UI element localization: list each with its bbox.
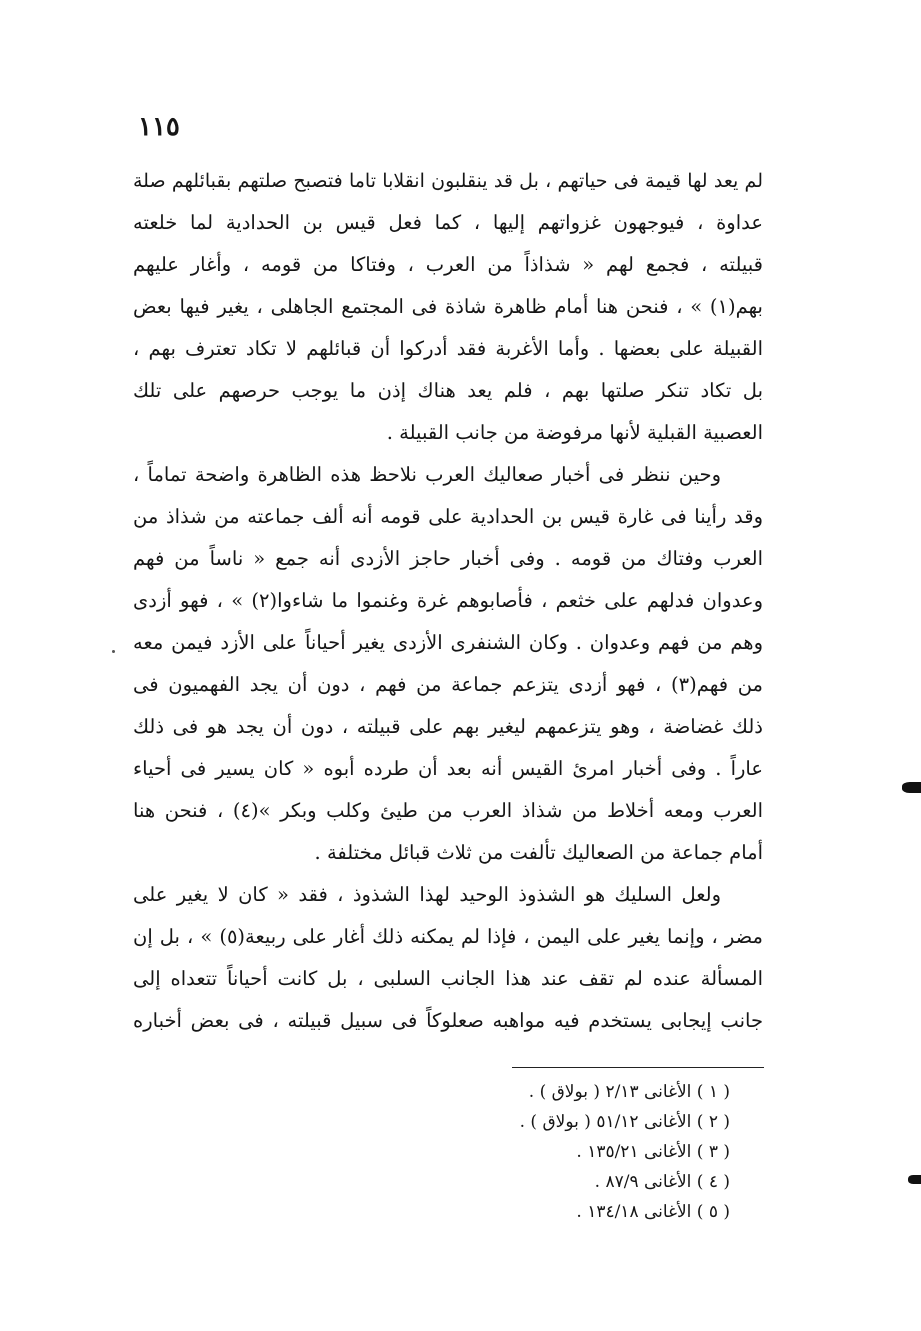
text-line: وعدوان فدلهم على خثعم ، فأصابوهم غرة وغنموا ما شاءوا(٢) » ، فهو أزدى [133, 589, 763, 612]
text-line: ذلك غضاضة ، وهو يتزعمهم ليغير بهم على قبيلته ، دون أن يجد هو فى ذلك [133, 715, 763, 738]
text-line: العرب وفتاك من قومه . وفى أخبار حاجز الأزدى أنه جمع « ناساً من فهم [133, 547, 763, 570]
text-line: العرب ومعه أخلاط من شذاذ العرب من طيئ وكلب وبكر »(٤) ، فنحن هنا [133, 799, 763, 822]
page-number: ١١٥ [138, 112, 180, 142]
text-line: المسألة عنده لم تقف عند هذا الجانب السلبى ، بل كانت أحياناً تتعداه إلى [133, 967, 763, 990]
scan-edge-mark [902, 782, 921, 793]
text-line: عاراً . وفى أخبار امرئ القيس أنه بعد أن طرده أبوه « كان يسير فى أحياء [133, 757, 763, 780]
text-line: عداوة ، فيوجهون غزواتهم إليها ، كما فعل قيس بن الحدادية لما خلعته [133, 211, 763, 234]
text-line: بل تكاد تنكر صلتها بهم ، فلم يعد هناك إذن ما يوجب حرصهم على تلك [133, 379, 763, 402]
text-line: أمام جماعة من الصعاليك تألفت من ثلاث قبائل مختلفة . [314, 841, 763, 864]
text-line: مضر ، وإنما يغير على اليمن ، فإذا لم يمكنه ذلك أغار على ربيعة(٥) » ، بل إن [133, 925, 763, 948]
text-line: قبيلته ، فجمع لهم « شذاذاً من العرب ، وفتاكا من قومه ، وأغار عليهم [133, 253, 763, 276]
footnote-1: ( ١ ) الأغانى ٢/١٣ ( بولاق ) . [528, 1082, 730, 1102]
text-line: وقد رأينا فى غارة قيس بن الحدادية على قومه أنه ألف جماعته من شذاذ من [133, 505, 763, 528]
footnote-4: ( ٤ ) الأغانى ٨٧/٩ . [594, 1172, 730, 1192]
body-text [133, 160, 763, 1042]
footnotes [430, 1077, 730, 1227]
text-line: وحين ننظر فى أخبار صعاليك العرب نلاحظ هذه الظاهرة واضحة تماماً ، [133, 463, 721, 486]
text-line: من فهم(٣) ، فهو أزدى يتزعم جماعة من فهم ، دون أن يجد الفهميون فى [133, 673, 763, 696]
footnote-5: ( ٥ ) الأغانى ١٣٤/١٨ . [576, 1202, 730, 1222]
text-line: وهم من فهم وعدوان . وكان الشنفرى الأزدى يغير أحياناً على الأزد فيمن معه [133, 631, 763, 654]
footnote-3: ( ٣ ) الأغانى ١٣٥/٢١ . [576, 1142, 730, 1162]
text-line: جانب إيجابى يستخدم فيه مواهبه صعلوكاً فى سبيل قبيلته ، فى بعض أخباره [133, 1009, 763, 1032]
text-line: ولعل السليك هو الشذوذ الوحيد لهذا الشذوذ ، فقد « كان لا يغير على [133, 883, 721, 906]
footnote-separator [512, 1067, 764, 1068]
text-line: القبيلة على بعضها . وأما الأغربة فقد أدركوا أن قبائلهم لا تكاد تعترف بهم ، [133, 337, 763, 360]
text-line: العصبية القبلية لأنها مرفوضة من جانب القبيلة . [386, 421, 763, 444]
footnote-2: ( ٢ ) الأغانى ٥١/١٢ ( بولاق ) . [519, 1112, 730, 1132]
scan-edge-mark [908, 1175, 921, 1184]
scan-speck [112, 650, 115, 653]
text-line: لم يعد لها قيمة فى حياتهم ، بل قد ينقلبون انقلابا تاما فتصبح صلتهم بقبائلهم صلة [133, 170, 763, 192]
text-line: بهم(١) » ، فنحن هنا أمام ظاهرة شاذة فى المجتمع الجاهلى ، يغير فيها بعض [133, 295, 763, 318]
